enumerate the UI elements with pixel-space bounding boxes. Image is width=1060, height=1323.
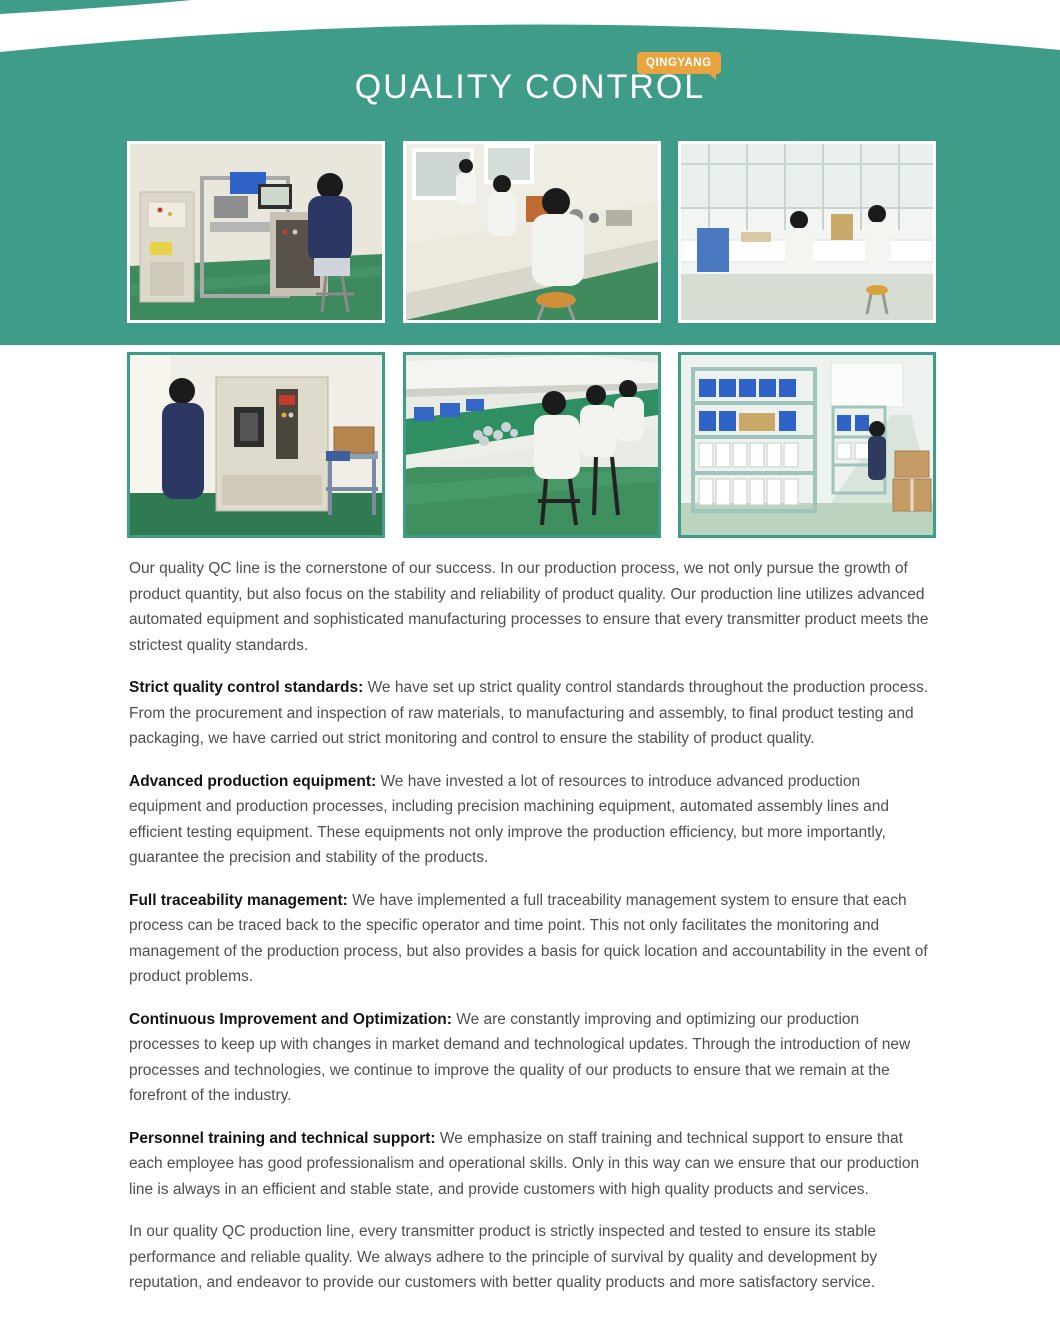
qc-photo-parts-warehouse[interactable]: [678, 352, 936, 538]
photo-image: [681, 144, 933, 320]
paragraph-lead: Full traceability management:: [129, 891, 348, 909]
qc-photo-environmental-chamber[interactable]: [127, 352, 385, 538]
qc-photo-laser-test-station[interactable]: [127, 141, 385, 323]
paragraph-body: Our quality QC line is the cornerstone of our success. In our production process, we not only pursue the growth of product quantity, but also focus on the stability and reliability of product quality. Our production line utilizes advanced automated equipment and sophisticated manufacturing processes to ensure that every transmitter product meets the strictest quality standards.: [129, 560, 929, 654]
paragraph-body: We are constantly improving and optimizing our production processes to keep up with changes in market demand and technological updates. Through the introduction of new processes and technologies, we continue to improve the quality of our products to ensure that we remain at the forefront of the industry.: [129, 1010, 911, 1104]
paragraph-body: We have set up strict quality control standards throughout the production process. From the procurement and inspection of raw materials, to manufacturing and assembly, to final product testing and packaging, we have carried out strict monitoring and control to ensure the stability of product quality.: [129, 679, 929, 747]
paragraph-lead: Strict quality control standards:: [129, 679, 364, 696]
paragraph-intro: [129, 556, 931, 658]
qc-photo-calibration-bench[interactable]: [403, 141, 661, 323]
paragraph-body: We have implemented a full traceability management system to ensure that each process can be traced back to the specific operator and time point. This not only facilitates the monitoring and management of the production process, but also provides a basis for quick location and accountability in the event of product problems.: [129, 891, 928, 985]
paragraph-body: We emphasize on staff training and technical support to ensure that each employee has good professionalism and operational skills. Only in this way can we ensure that our production line is always in an efficient and stable state, and provide customers with high quality products and services.: [129, 1129, 920, 1198]
qc-photo-partition-test-room[interactable]: [678, 141, 936, 323]
brand-badge: QINGYANG: [637, 52, 721, 74]
description-text-block: [129, 556, 931, 1313]
page-title: QUALITY CONTROL: [354, 68, 706, 106]
top-left-wave-sliver: [0, 0, 192, 14]
paragraph-traceability: [129, 888, 931, 990]
paragraph-lead: Continuous Improvement and Optimization:: [129, 1010, 452, 1028]
paragraph-strict-standards: [129, 675, 931, 752]
paragraph-lead: Advanced production equipment:: [129, 772, 377, 790]
photo-image: [406, 355, 658, 535]
photo-image: [130, 355, 382, 535]
photo-image: [406, 144, 658, 320]
paragraph-personnel-training: [129, 1126, 931, 1203]
paragraph-advanced-equipment: [129, 769, 931, 871]
photo-image: [681, 355, 933, 535]
qc-photo-assembly-line[interactable]: [403, 352, 661, 538]
paragraph-body: In our quality QC production line, every transmitter product is strictly inspected and tested to ensure its stable performance and reliable quality. We always adhere to the principle of survival by quality and development by reputation, and endeavor to provide our customers with better quality products and more satisfactory service.: [129, 1223, 878, 1291]
paragraph-closing: [129, 1219, 931, 1296]
paragraph-lead: Personnel training and technical support:: [129, 1129, 436, 1147]
paragraph-continuous-improvement: [129, 1007, 931, 1109]
photo-image: [130, 144, 382, 320]
paragraph-body: We have invested a lot of resources to introduce advanced production equipment and production processes, including precision machining equipment, automated assembly lines and efficient testing equipment. These equipments not only improve the production efficiency, but more importantly, guarantee the precision and stability of the products.: [129, 772, 889, 866]
